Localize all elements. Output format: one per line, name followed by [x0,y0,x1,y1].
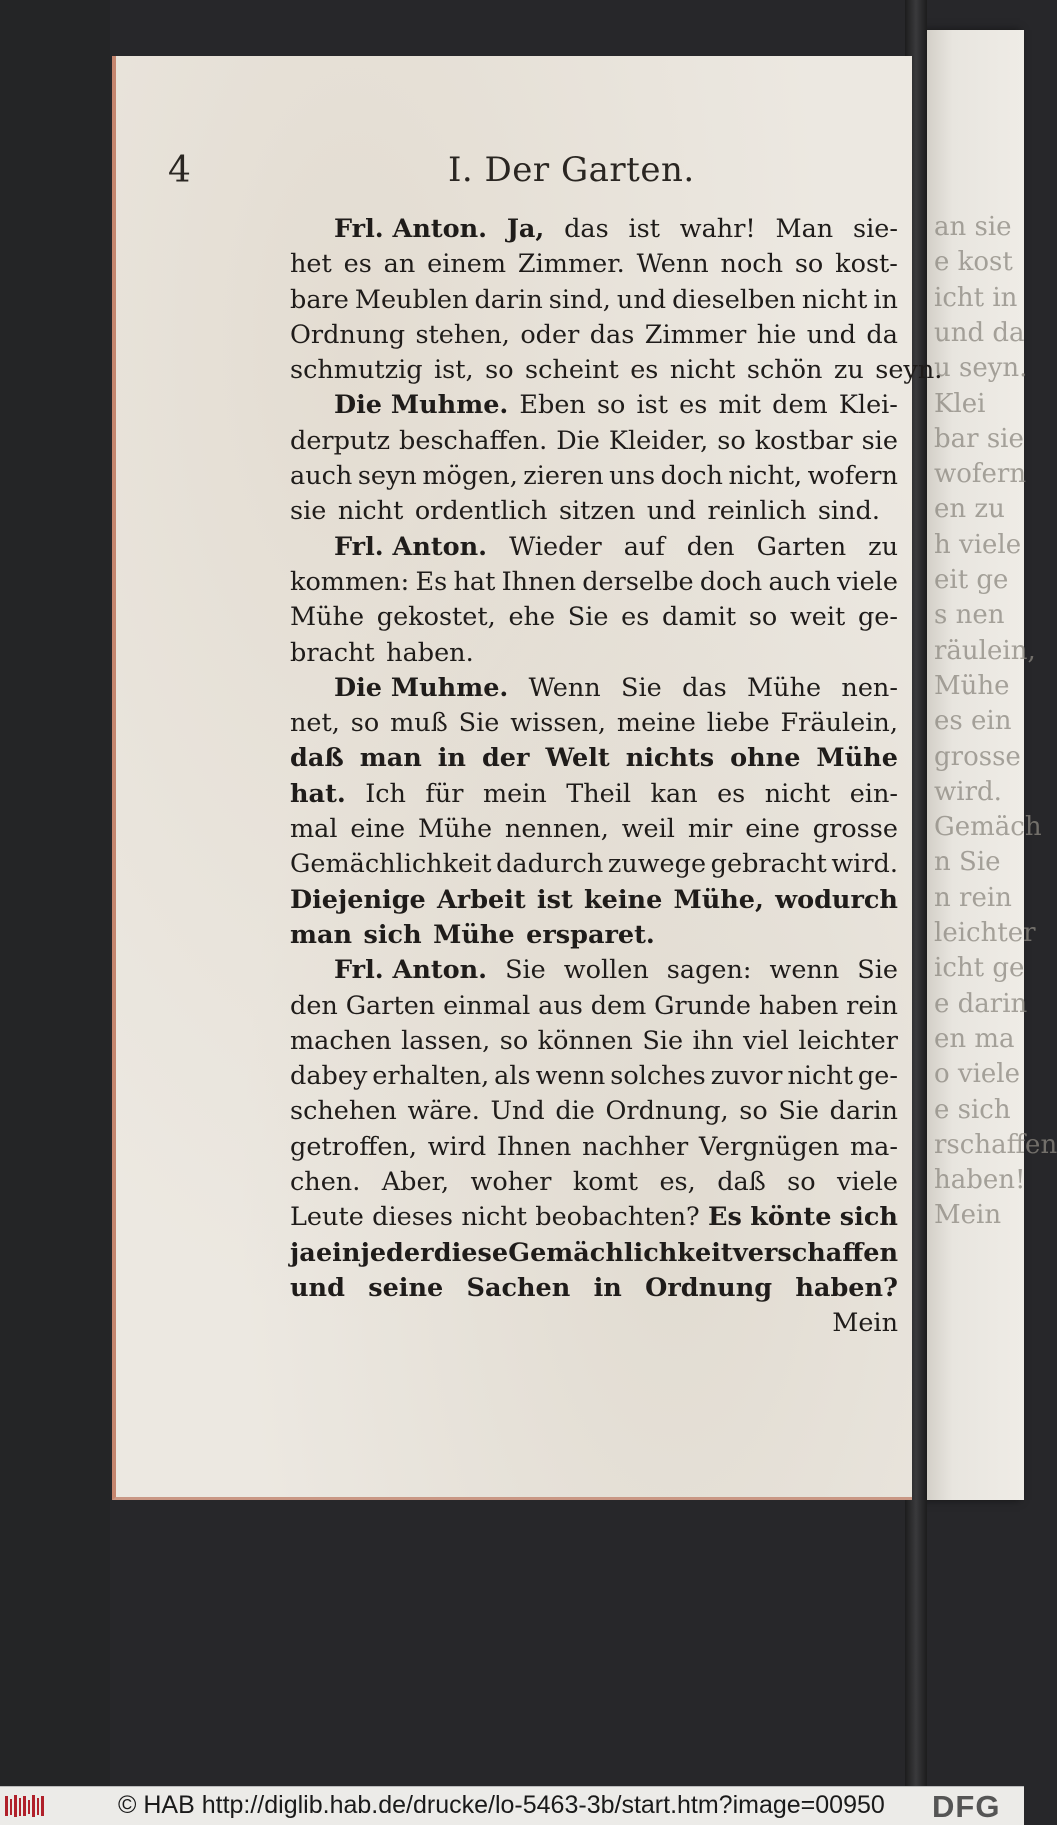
next-page-ghost-line: Klei [934,388,986,419]
word: ein [315,1237,361,1268]
next-page-ghost-line: o viele [934,1059,1021,1090]
word: nicht [764,778,831,809]
word: so [596,390,626,421]
text-line [290,1306,898,1341]
word: viel [743,1025,789,1056]
word: woher [470,1167,552,1198]
word: seyn [357,461,417,492]
word: eine [350,814,406,845]
word: Garten [756,531,847,562]
word: ge- [857,602,898,633]
word: nennen, [504,814,609,845]
word: Vergnügen [698,1131,840,1162]
word: mein [482,778,547,809]
word: sitzen [558,496,636,527]
text-line [290,671,898,706]
word: schön [746,355,823,386]
word: so [485,355,514,386]
word: derputz [290,425,391,456]
word: ist, [434,355,474,386]
word: dem [590,990,647,1021]
word: Zimmer [644,319,747,350]
word: aus [538,990,583,1021]
word: mir [687,814,733,845]
word: solches [610,1061,706,1092]
word: scheint [525,355,619,386]
word: man [359,743,422,774]
word: Leute [290,1202,364,1233]
word: Diejenige [290,884,426,915]
text-line [290,1271,898,1306]
word: bare [290,284,349,315]
word: seine [368,1272,444,1303]
word: und [290,1272,345,1303]
word: man [290,919,353,950]
word: sie [861,425,898,456]
text-line [290,1094,898,1129]
word: liebe [706,708,770,739]
word: nen- [841,672,898,703]
word: es [679,390,708,421]
word: es [621,602,650,633]
word: Gemächlichkeit [290,849,492,880]
word: auf [623,531,665,562]
word: zieren [523,461,604,492]
word: wahr! [679,214,756,244]
word: den [290,990,338,1021]
word: Die [556,425,600,456]
word: derselbe [582,566,694,597]
word: ma- [849,1131,898,1162]
word: Wieder [509,531,602,562]
word: wenn [535,1061,606,1092]
word: ja [290,1237,316,1268]
next-page-ghost-line: n rein [934,882,1012,913]
word: an [383,249,416,280]
word: ersparet. [526,919,655,950]
text-line [290,318,898,353]
word: Und [490,1096,545,1127]
scan-background-left [0,0,110,1786]
word: Meublen [354,284,469,315]
word: Grunde [654,990,751,1021]
word: Zimmer. [517,249,625,280]
word: Mühe [290,602,365,633]
word: so [350,708,380,739]
word: grosse [812,814,898,845]
next-page-edge [922,30,1057,1500]
word: Frl. Anton. [334,955,488,986]
word: das [589,319,635,350]
word: darin [474,284,543,315]
word: Es [708,1202,742,1233]
text-line [290,989,898,1024]
word: nicht [337,496,404,527]
word: schmutzig [290,355,423,386]
text-line [290,1236,898,1271]
word: mögen, [422,461,518,492]
word: doch [660,461,723,492]
word: nicht, [728,461,803,492]
page-header [168,150,888,200]
word: Eben [519,390,586,421]
word: Die Muhme. [334,672,509,703]
word: Mühe [418,814,493,845]
word: Sachen [466,1272,571,1303]
word: Mein [832,1308,898,1339]
word: einmal [443,990,531,1021]
word: hat. [290,778,346,809]
hab-logo-icon [4,1793,48,1819]
copyright-url-text[interactable]: © HAB http://diglib.hab.de/drucke/lo-5463-3b/start.htm?image=00950 [118,1791,885,1819]
word: Welt [545,743,610,774]
word: Ihnen [501,566,576,597]
text-line [290,847,898,882]
next-page-ghost-line: en zu [934,494,1005,525]
word: wird [427,1131,487,1162]
word: ehe [508,602,556,633]
word: ohne [730,743,801,774]
word: jeder [360,1237,434,1268]
running-head: I. Der Garten. [448,150,695,190]
page-number: 4 [168,150,191,191]
word: muß [390,708,448,739]
dfg-logo: DFG [932,1789,1001,1824]
word: diese [433,1237,509,1268]
word: so [717,425,746,456]
text-line [290,1165,898,1200]
text-line [290,388,898,423]
word: die [555,1096,595,1127]
word: nachher [582,1131,689,1162]
word: zu [868,531,898,562]
next-page-ghost-line: s nen [934,600,1005,631]
word: sich [363,919,422,950]
next-page-ghost-line: icht ge [934,953,1025,984]
word: das [682,672,727,703]
word: gebracht [710,849,827,880]
word: so [794,249,824,280]
word: ordentlich [414,496,548,527]
word: nicht [669,355,736,386]
word: Sie [778,1096,820,1127]
word: Ich [365,778,406,809]
word: ihn [692,1025,734,1056]
word: Fräulein, [780,708,898,739]
text-line [290,777,898,812]
word: wodurch [775,884,898,915]
word: haben [758,990,839,1021]
next-page-ghost-line: e kost [934,247,1013,278]
text-line [290,918,898,953]
word: und [806,319,856,350]
text-line [290,353,943,388]
word: zuwege [607,849,707,880]
word: Klei- [838,390,898,421]
word: Mühe [747,672,822,703]
text-line [290,636,898,671]
word: Kleider, [608,425,709,456]
word: so [748,602,778,633]
word: schehen [290,1096,397,1127]
next-page-ghost-line: eit ge [934,565,1009,595]
next-page-ghost-line: Mein [934,1200,1002,1231]
word: sich [839,1202,898,1233]
word: noch [720,249,783,280]
word: wird. [831,849,898,880]
word: Garten [345,990,436,1021]
word: einem [427,249,507,280]
word: kan [650,778,698,809]
word: da [866,319,898,350]
word: machen [290,1025,392,1056]
text-line [290,283,898,318]
word: reinlich [707,496,807,527]
next-page-ghost-line: h viele [934,529,1022,560]
word: mit [718,390,762,421]
word: beobachten? [535,1202,700,1233]
word: uns [609,461,656,492]
word: Sie [505,955,546,986]
text-line [290,247,898,282]
word: der [481,743,530,774]
page-text [290,212,943,1342]
word: wofern [807,461,898,492]
word: Ihnen [496,1131,572,1162]
next-page-ghost-line: wofern [934,459,1027,490]
word: ist [536,884,573,915]
word: Ordnung [290,319,406,350]
word: verschaffen [732,1237,898,1268]
word: mal [290,814,338,845]
word: beschaffen. [399,425,548,456]
word: Die Muhme. [334,390,509,421]
word: so [739,1096,768,1127]
word: dem [772,390,828,421]
next-page-ghost-line: grosse [934,741,1021,772]
word: ein- [849,778,898,809]
word: sie- [852,214,898,244]
next-page-ghost-line: n Sie [934,847,1001,878]
word: eine [745,814,800,845]
word: und [646,496,697,527]
word: stehen, [415,319,510,350]
word: getroffen, [290,1131,417,1162]
next-page-ghost-line: e darin [934,988,1028,1019]
text-line [290,883,898,918]
word: wenn [769,955,840,986]
word: erhalten, [372,1061,490,1092]
word: kostbar [754,425,853,456]
word: viele [837,1167,898,1198]
word: sind. [817,496,880,527]
word: ist [636,390,669,421]
word: so [499,1025,529,1056]
text-line [290,565,898,600]
word: Ja, [506,214,545,244]
word: Mühe [433,919,515,950]
word: ist [628,214,660,244]
text-line [290,1059,898,1094]
word: Frl. Anton. [334,531,488,562]
word: daß [290,743,344,774]
word: Aber, [381,1167,450,1198]
next-page-ghost-line: bar sie [934,423,1024,454]
word: seyn. [875,355,943,386]
word: net, [290,708,340,739]
word: weil [621,814,675,845]
word: nicht [787,1061,853,1092]
text-line [290,1024,898,1059]
word: bracht [290,637,375,668]
text-line [290,1130,898,1165]
word: und [616,284,667,315]
word: können [537,1025,633,1056]
word: komt [572,1167,639,1198]
word: Ordnung [645,1272,773,1303]
word: ge- [857,1061,898,1092]
word: für [425,778,464,809]
next-page-ghost-line: e sich [934,1094,1011,1125]
word: rein [846,990,898,1021]
word: auch [768,566,831,597]
word: es [630,355,659,386]
word: leichter [798,1025,898,1056]
word: wissen, [510,708,607,739]
word: Sie [458,708,500,739]
word: so [787,1167,816,1198]
word: Mühe [816,743,898,774]
text-line [290,953,898,988]
next-page-ghost-line: en ma [934,1023,1015,1054]
word: es, [659,1167,696,1198]
word: in [437,743,466,774]
next-page-ghost-line: Mühe [934,670,1010,701]
word: sie [290,496,327,527]
word: Gemächlichkeit [508,1237,733,1268]
word: das [564,214,609,244]
word: Sie [642,1025,684,1056]
word: weit [789,602,846,633]
word: Ordnung, [605,1096,729,1127]
next-page-ghost-line: an sie [934,212,1012,242]
word: den [686,531,735,562]
word: wollen [563,955,649,986]
word: hie [756,319,797,350]
word: wäre. [407,1096,480,1127]
word: daß [717,1167,766,1198]
text-line [290,706,898,741]
text-line [290,812,898,847]
word: kommen: [290,566,410,597]
word: in [593,1272,622,1303]
word: zu [833,355,864,386]
word: gekostet, [376,602,496,633]
word: als [494,1061,531,1092]
word: Man [775,214,834,244]
word: dieses [372,1202,453,1233]
word: hat [453,566,496,597]
word: Frl. Anton. [334,214,488,244]
text-line [290,600,898,635]
word: nicht [461,1202,527,1233]
next-page-ghost-line: u seyn. [934,353,1028,384]
next-page-ghost-line: räulein, [934,635,1036,666]
text-line [290,530,898,565]
next-page-ghost-line: und da [934,317,1025,348]
word: darin [829,1096,898,1127]
word: viele [837,566,898,597]
word: Theil [566,778,632,809]
word: nicht [801,284,868,315]
next-page-ghost-line: es ein [934,706,1012,737]
word: het [290,249,332,280]
word: dadurch [496,849,604,880]
word: zuvor [710,1061,783,1092]
text-line [290,212,898,247]
word: könte [750,1202,832,1233]
text-line [290,741,898,776]
word: Sie [857,955,898,986]
next-page-ghost-line: leichter [934,918,1036,948]
text-line [290,1200,898,1235]
word: Es [415,566,448,597]
word: sagen: [666,955,752,986]
word: in [873,284,898,315]
next-page-ghost-line: Gemäch [934,812,1042,843]
word: Wenn [528,672,601,703]
text-line [290,459,898,494]
word: damit [662,602,737,633]
word: chen. [290,1167,361,1198]
word: haben. [386,637,474,668]
word: dabey [290,1061,368,1092]
word: sind, [548,284,611,315]
word: Arbeit [436,884,526,915]
next-page-ghost-line: wird. [934,776,1002,807]
word: Sie [567,602,609,633]
next-page-ghost-line: haben! [934,1165,1026,1196]
next-page-ghost-line: rschaffen [934,1129,1057,1160]
word: nichts [625,743,715,774]
word: keine [583,884,663,915]
word: oder [520,319,580,350]
word: Sie [621,672,662,703]
text-line [290,494,898,529]
word: Wenn [636,249,709,280]
word: meine [616,708,696,739]
word: es [717,778,746,809]
footer-bar [0,1786,1024,1825]
word: kost- [835,249,898,280]
word: es [343,249,372,280]
word: dieselben [672,284,796,315]
word: auch [290,461,353,492]
word: haben? [795,1272,898,1303]
word: doch [699,566,763,597]
text-line [290,424,898,459]
next-page-ghost-line: icht in [934,282,1018,313]
word: lassen, [401,1025,491,1056]
word: Mühe, [673,884,764,915]
